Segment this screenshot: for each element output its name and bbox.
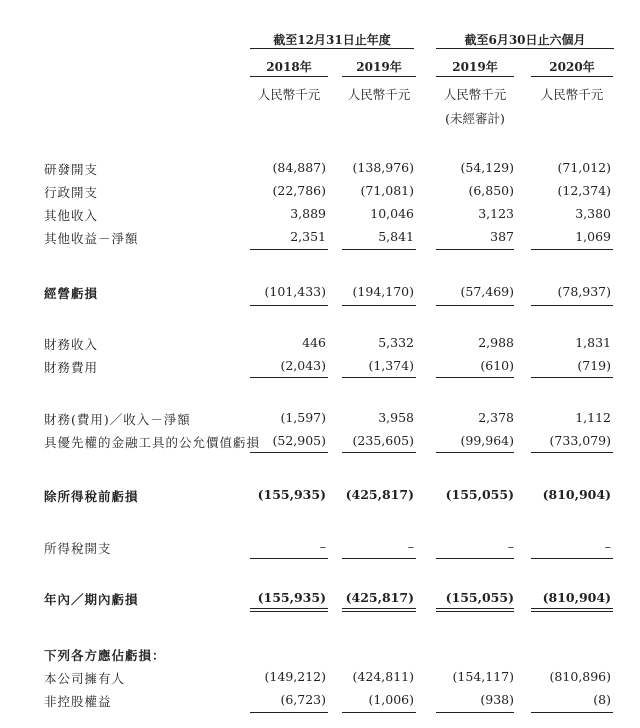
year-underline-1: [250, 76, 328, 77]
value-cell: 3,889: [290, 206, 326, 221]
value-cell: (719): [577, 358, 611, 373]
value-cell: (101,433): [264, 284, 326, 299]
value-cell: (733,079): [549, 433, 611, 448]
value-cell: 2,351: [290, 229, 326, 244]
year-underline-4: [531, 76, 613, 77]
row-label-finance-income: 財務收入: [44, 337, 99, 352]
value-cell: (1,006): [368, 692, 414, 707]
period-group-header-annual: 截至12月31日止年度: [273, 33, 391, 47]
value-cell: (6,723): [280, 692, 326, 707]
value-cell: 5,841: [378, 229, 414, 244]
value-cell: –: [507, 539, 514, 554]
row-label-other-income: 其他收入: [44, 208, 99, 223]
subtotal-rule: [436, 558, 514, 559]
value-cell: (71,081): [360, 183, 414, 198]
subtotal-rule: [531, 712, 613, 713]
value-cell: (12,374): [557, 183, 611, 198]
row-label-attributable: 下列各方應佔虧損：: [44, 648, 166, 663]
value-cell: 446: [302, 335, 326, 350]
subtotal-rule: [531, 305, 613, 306]
row-label-finance-net: 財務(費用)／收入－淨額: [44, 412, 191, 427]
subtotal-rule: [436, 249, 514, 250]
year-header-3: 2019年: [452, 60, 498, 74]
year-header-1: 2018年: [266, 60, 312, 74]
subtotal-rule: [342, 558, 416, 559]
value-cell: 3,123: [478, 206, 514, 221]
row-label-finance-costs: 財務費用: [44, 360, 99, 375]
value-cell: (1,597): [280, 410, 326, 425]
row-label-non-controlling: 非控股權益: [44, 694, 112, 709]
value-cell: (8): [593, 692, 611, 707]
unaudited-note: (未經審計): [445, 111, 505, 126]
subtotal-rule: [250, 558, 328, 559]
subtotal-rule: [531, 377, 613, 378]
row-label-income-tax: 所得稅開支: [44, 541, 112, 556]
subtotal-rule: [436, 712, 514, 713]
year-underline-2: [342, 76, 416, 77]
value-cell: (54,129): [460, 160, 514, 175]
value-cell: (938): [480, 692, 514, 707]
value-cell: 3,958: [378, 410, 414, 425]
value-cell: (810,904): [542, 590, 611, 605]
value-cell: (1,374): [368, 358, 414, 373]
value-cell: –: [604, 539, 611, 554]
double-rule: [531, 608, 613, 609]
subtotal-rule: [342, 377, 416, 378]
value-cell: 2,988: [478, 335, 514, 350]
double-rule: [531, 611, 613, 612]
subtotal-rule: [250, 377, 328, 378]
value-cell: (155,935): [257, 487, 326, 502]
value-cell: (810,904): [542, 487, 611, 502]
value-cell: (22,786): [272, 183, 326, 198]
row-label-fair-value-loss: 具優先權的金融工具的公允價值虧損: [44, 435, 261, 450]
subtotal-rule: [342, 452, 416, 453]
unit-label-2: 人民幣千元: [347, 87, 411, 102]
unit-label-1: 人民幣千元: [257, 87, 321, 102]
row-label-loss-for-period: 年內／期內虧損: [44, 592, 139, 607]
period-group-header-interim: 截至6月30日止六個月: [464, 33, 586, 47]
value-cell: 5,332: [378, 335, 414, 350]
value-cell: (78,937): [557, 284, 611, 299]
value-cell: (610): [480, 358, 514, 373]
value-cell: 1,831: [575, 335, 611, 350]
value-cell: (155,055): [445, 590, 514, 605]
value-cell: (155,935): [257, 590, 326, 605]
unit-label-3: 人民幣千元: [443, 87, 507, 102]
subtotal-rule: [342, 712, 416, 713]
double-rule: [436, 608, 514, 609]
row-label-other-gains: 其他收益－淨額: [44, 231, 139, 246]
value-cell: 10,046: [370, 206, 414, 221]
value-cell: 3,380: [575, 206, 611, 221]
double-rule: [250, 608, 328, 609]
value-cell: (99,964): [460, 433, 514, 448]
value-cell: 1,069: [575, 229, 611, 244]
row-label-operating-loss: 經營虧損: [44, 286, 99, 301]
group-underline-interim: [436, 48, 614, 49]
subtotal-rule: [342, 305, 416, 306]
value-cell: (194,170): [352, 284, 414, 299]
value-cell: –: [319, 539, 326, 554]
value-cell: (71,012): [557, 160, 611, 175]
year-underline-3: [436, 76, 514, 77]
row-label-loss-before-tax: 除所得稅前虧損: [44, 489, 139, 504]
double-rule: [250, 611, 328, 612]
value-cell: (154,117): [452, 669, 514, 684]
subtotal-rule: [531, 452, 613, 453]
value-cell: (424,811): [352, 669, 414, 684]
row-label-owners: 本公司擁有人: [44, 671, 126, 686]
value-cell: 2,378: [478, 410, 514, 425]
subtotal-rule: [436, 305, 514, 306]
value-cell: (155,055): [445, 487, 514, 502]
value-cell: (2,043): [280, 358, 326, 373]
subtotal-rule: [531, 558, 613, 559]
year-header-4: 2020年: [549, 60, 595, 74]
year-header-2: 2019年: [356, 60, 402, 74]
value-cell: (235,605): [352, 433, 414, 448]
value-cell: (52,905): [272, 433, 326, 448]
unit-label-4: 人民幣千元: [540, 87, 604, 102]
value-cell: (138,976): [352, 160, 414, 175]
value-cell: (425,817): [345, 590, 414, 605]
double-rule: [342, 611, 416, 612]
row-label-admin: 行政開支: [44, 185, 99, 200]
value-cell: –: [407, 539, 414, 554]
subtotal-rule: [436, 452, 514, 453]
value-cell: (6,850): [468, 183, 514, 198]
value-cell: (84,887): [272, 160, 326, 175]
subtotal-rule: [250, 712, 328, 713]
row-label-rnd: 研發開支: [44, 162, 99, 177]
group-underline-annual: [250, 48, 414, 49]
value-cell: (810,896): [549, 669, 611, 684]
double-rule: [342, 608, 416, 609]
value-cell: 387: [490, 229, 514, 244]
subtotal-rule: [531, 249, 613, 250]
value-cell: (149,212): [264, 669, 326, 684]
subtotal-rule: [342, 249, 416, 250]
double-rule: [436, 611, 514, 612]
value-cell: 1,112: [575, 410, 611, 425]
subtotal-rule: [436, 377, 514, 378]
value-cell: (57,469): [460, 284, 514, 299]
value-cell: (425,817): [345, 487, 414, 502]
subtotal-rule: [250, 249, 328, 250]
subtotal-rule: [250, 305, 328, 306]
subtotal-rule: [250, 452, 328, 453]
